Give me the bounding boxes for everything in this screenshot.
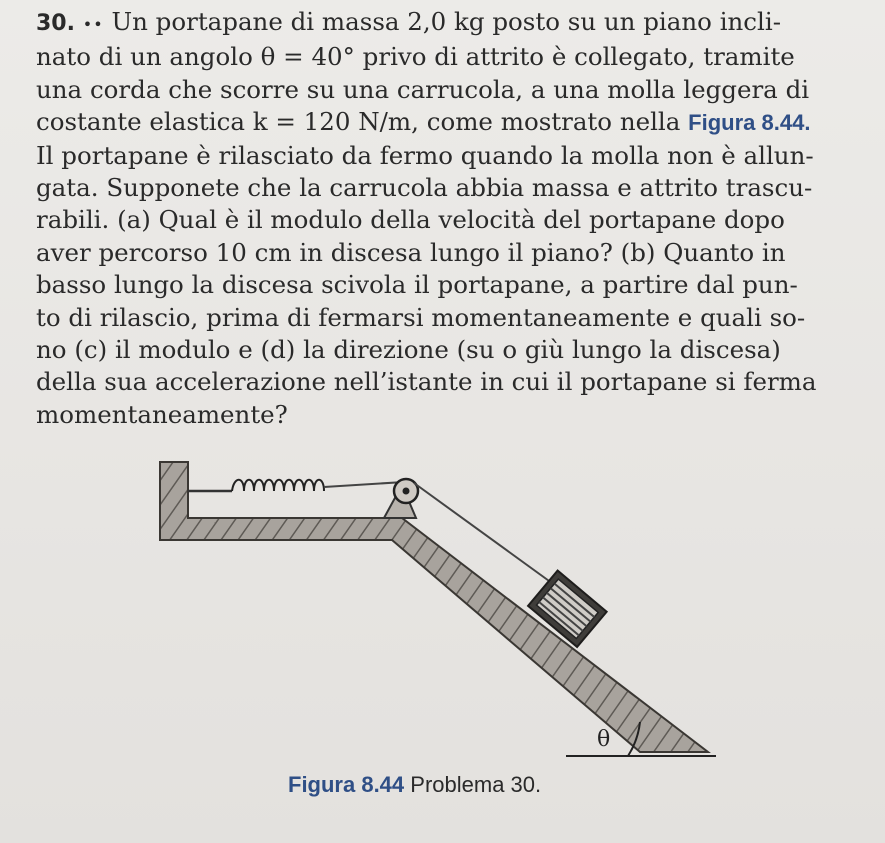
caption-text: Problema 30. — [404, 772, 542, 797]
difficulty-dots: •• — [82, 15, 104, 34]
figure-reference: Figura 8.44. — [688, 110, 811, 136]
problem-line-13: momentaneamente? — [36, 399, 288, 429]
problem-line-1 — [36, 6, 878, 41]
problem-line-6: gata. Supponete che la carrucola abbia massa e attrito trascu- — [36, 173, 813, 203]
problem-line-8: aver percorso 10 cm in discesa lungo il piano? (b) Quanto in — [36, 237, 786, 267]
problem-line-4 — [36, 106, 878, 139]
caption-label: Figura 8.44 — [288, 772, 405, 797]
ground-hatched — [160, 462, 708, 752]
problem-line-2: nato di un angolo θ = 40° privo di attrito è collegato, tramite — [36, 42, 795, 72]
spring — [232, 480, 324, 491]
pulley-hub — [403, 488, 410, 495]
problem-line-12: della sua accelerazione nell’istante in cui il portapane si ferma — [36, 367, 817, 397]
problem-line-5: Il portapane è rilasciato da fermo quando la molla non è allun- — [36, 140, 814, 170]
problem-line-9: basso lungo la discesa scivola il portapane, a partire dal pun- — [36, 270, 798, 300]
problem-30-text — [36, 6, 878, 431]
figure-caption — [288, 772, 541, 798]
angle-theta-label: θ — [597, 727, 611, 752]
problem-line-11: no (c) il modulo e (d) la direzione (su o giù lungo la discesa) — [36, 335, 781, 365]
problem-text-1: Un portapane di massa 2,0 kg posto su un piano incli- — [111, 7, 781, 36]
incline-spring-figure — [150, 450, 730, 770]
problem-text-4: costante elastica k = 120 N/m, come mostrato nella — [36, 107, 689, 137]
problem-line-7: rabili. (a) Qual è il modulo della velocità del portapane dopo — [36, 205, 785, 235]
problem-line-10: to di rilascio, prima di fermarsi momentaneamente e quali so- — [36, 302, 806, 332]
problem-number: 30. — [36, 11, 75, 36]
problem-line-3: una corda che scorre su una carrucola, a una molla leggera di — [36, 74, 810, 104]
rope-horizontal — [324, 482, 404, 487]
